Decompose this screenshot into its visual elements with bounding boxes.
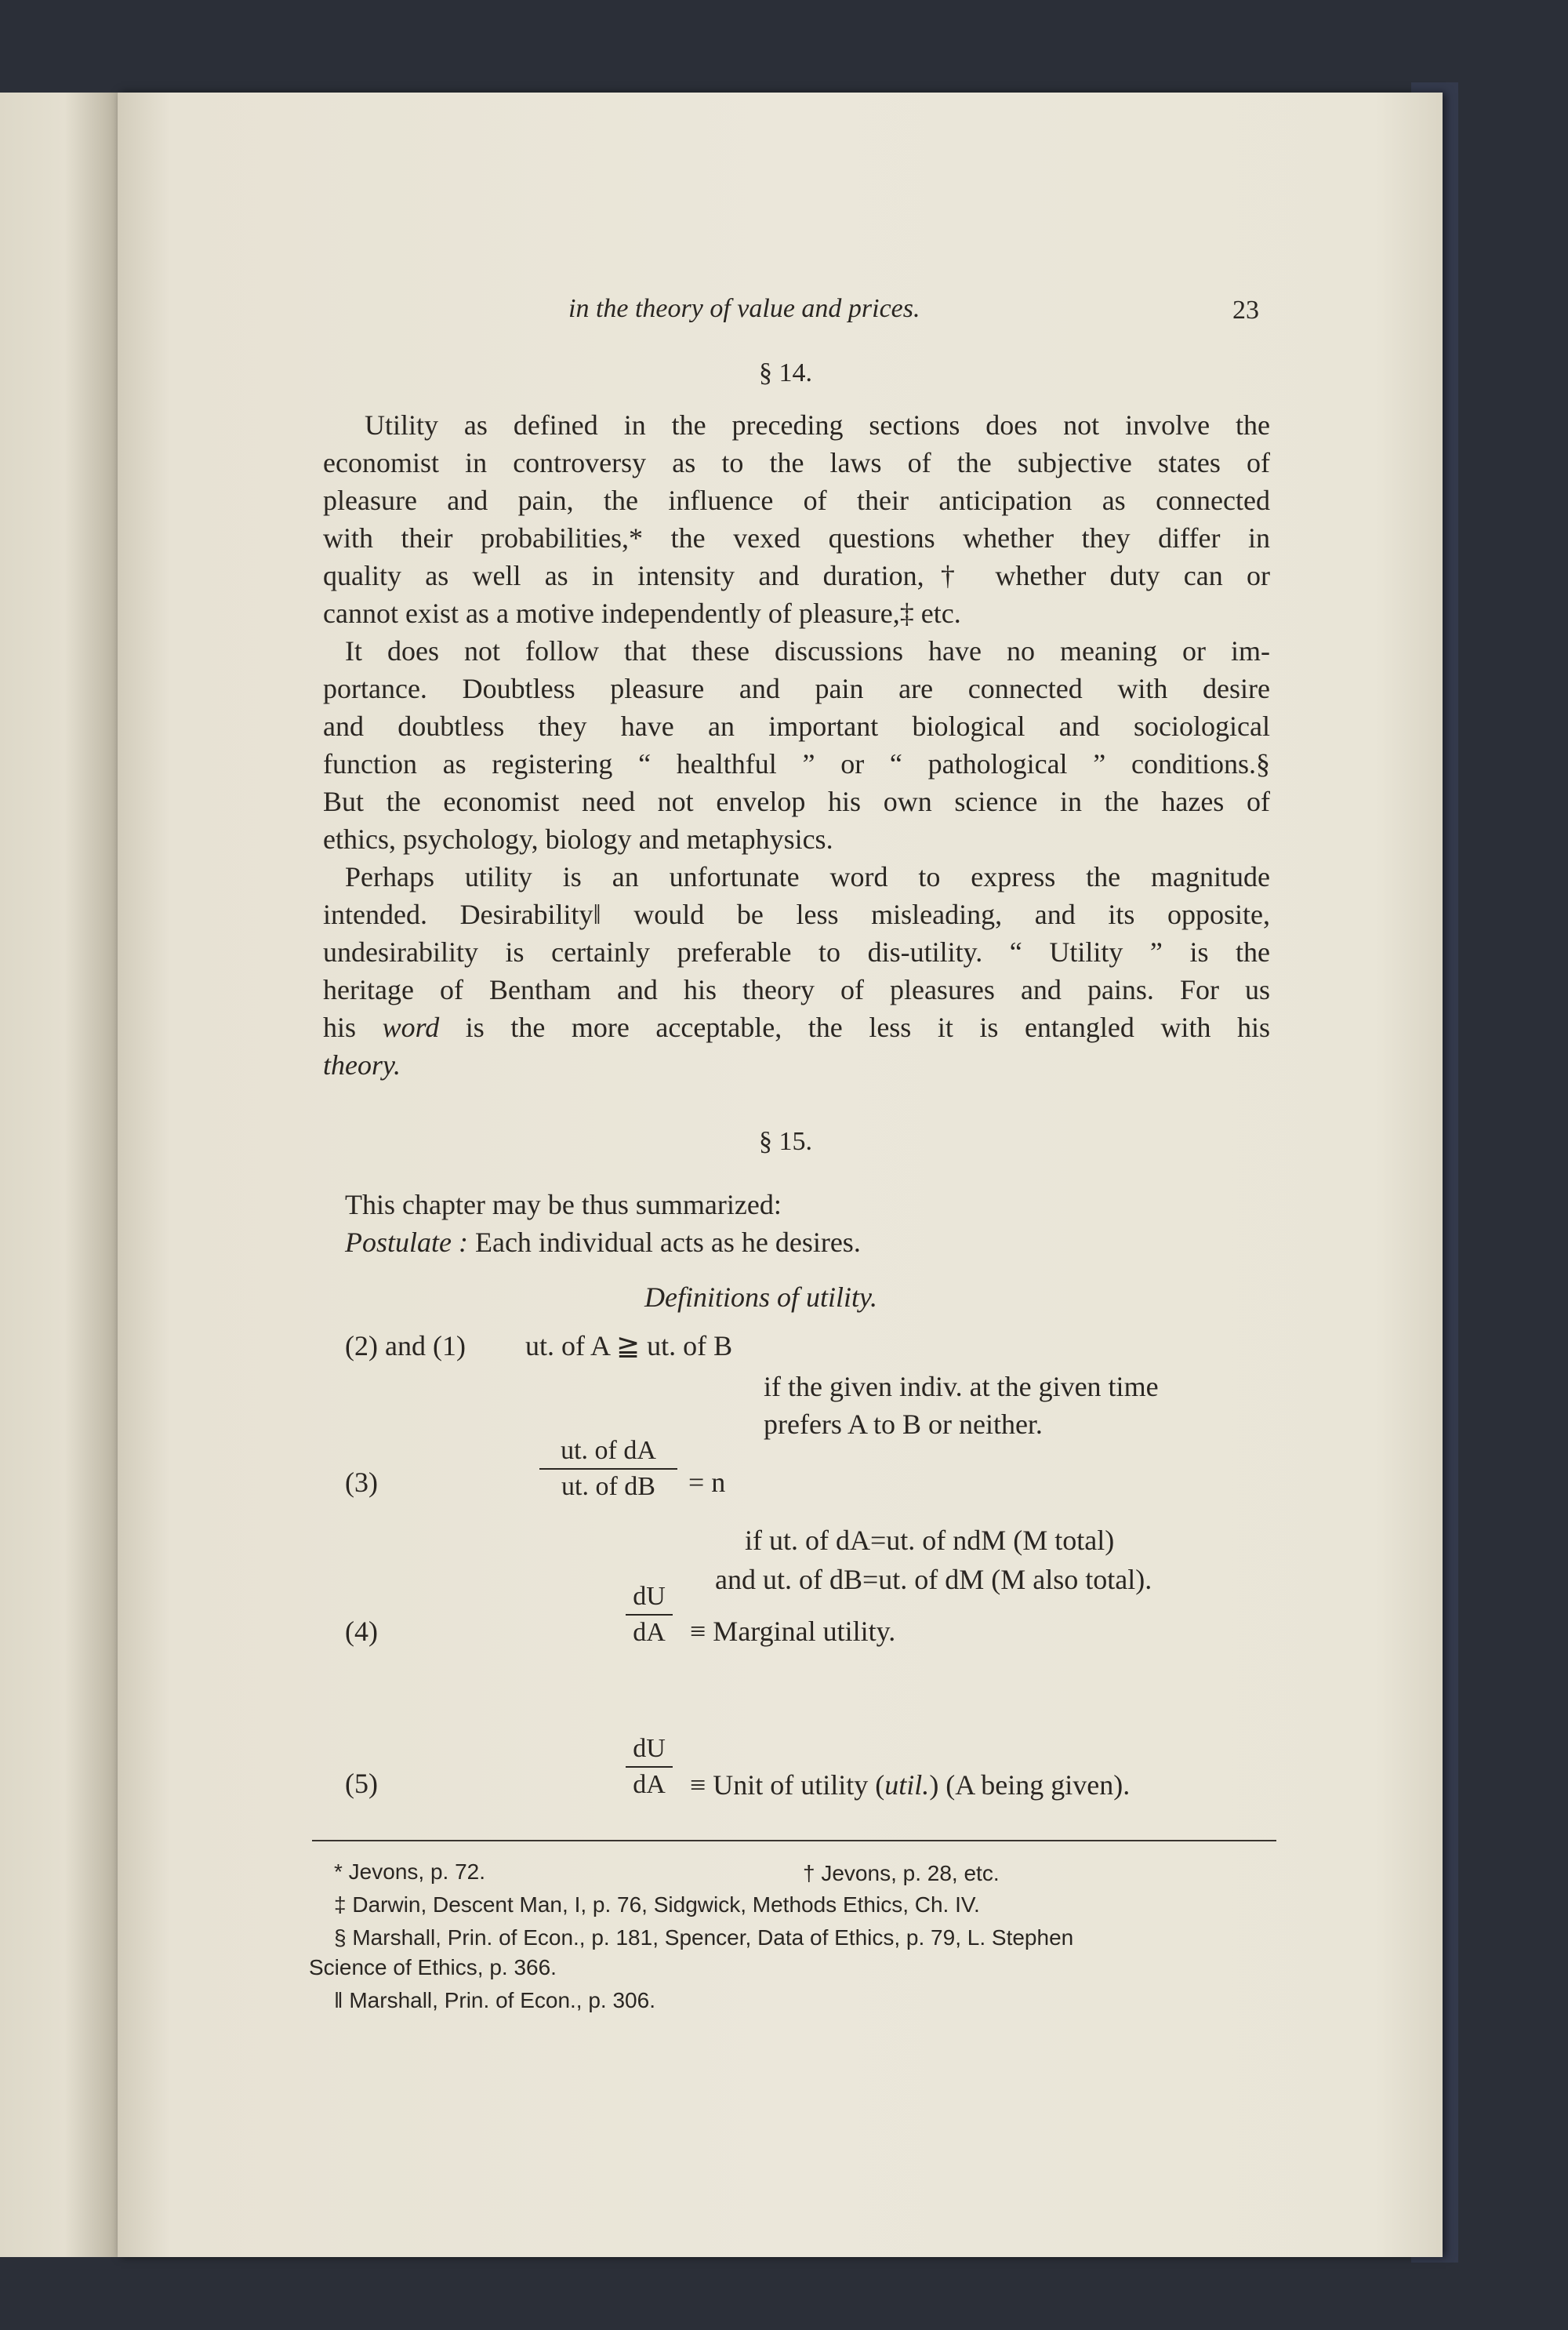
paragraph-line: portance. Doubtless pleasure and pain are connected with desire: [323, 673, 1270, 704]
definitions-heading: Definitions of utility.: [644, 1281, 877, 1313]
fraction: [539, 1435, 677, 1503]
running-title: in the theory of value and prices.: [568, 294, 920, 323]
paragraph-line: pleasure and pain, the influence of their anticipation as connected: [323, 485, 1270, 516]
section-15-heading: § 15.: [759, 1127, 812, 1156]
text-span: is the more acceptable, the less it is entangled with his: [439, 1012, 1270, 1043]
paragraph-line: heritage of Bentham and his theory of pleasures and pains. For us: [323, 974, 1270, 1005]
footnote: ‡ Darwin, Descent Man, I, p. 76, Sidgwick, Methods Ethics, Ch. IV.: [334, 1892, 980, 1917]
definition-label: (3): [345, 1467, 378, 1498]
paragraph-line: cannot exist as a motive independently of pleasure,‡ etc.: [323, 598, 961, 629]
section-14-heading: § 14.: [759, 358, 812, 387]
postulate-text: Each individual acts as he desires.: [467, 1227, 861, 1258]
paragraph-line: But the economist need not envelop his own science in the hazes of: [323, 786, 1270, 817]
fraction-numerator: dU: [633, 1734, 666, 1763]
page-number: 23: [1232, 296, 1259, 325]
definition-rhs: [690, 1769, 1130, 1801]
fraction-denominator: dA: [633, 1770, 666, 1799]
fraction-denominator: ut. of dB: [561, 1472, 655, 1501]
definition-condition: and ut. of dB=ut. of dM (M also total).: [715, 1564, 1152, 1595]
paragraph-line: undesirability is certainly preferable to dis-utility. “ Utility ” is the: [323, 936, 1270, 968]
paragraph-line: quality as well as in intensity and duration,† whether duty can or: [323, 560, 1270, 591]
paragraph-line: function as registering “ healthful ” or “ pathological ” conditions.§: [323, 748, 1270, 780]
footnote: Science of Ethics, p. 366.: [309, 1955, 557, 1979]
footnote: * Jevons, p. 72.: [334, 1859, 486, 1884]
definition-formula: ut. of A ≧ ut. of B: [525, 1330, 733, 1361]
fraction-bar: [626, 1766, 673, 1768]
paragraph-line: It does not follow that these discussions have no meaning or im-: [345, 635, 1270, 667]
fraction-denominator: dA: [633, 1618, 666, 1647]
definition-condition: if the given indiv. at the given time: [764, 1371, 1159, 1402]
definition-rhs: ≡ Marginal utility.: [690, 1616, 896, 1647]
paragraph-line: Utility as defined in the preceding sections does not involve the: [365, 409, 1270, 441]
paragraph-line: and doubtless they have an important biological and sociological: [323, 711, 1270, 742]
summary-intro: This chapter may be thus summarized:: [345, 1189, 782, 1220]
paragraph-line: with their probabilities,* the vexed questions whether they differ in: [323, 522, 1270, 554]
fraction: [626, 1733, 673, 1801]
definition-condition: if ut. of dA=ut. of ndM (M total): [745, 1525, 1115, 1556]
text-span: ) (A being given).: [929, 1769, 1131, 1801]
postulate-label: Postulate :: [345, 1227, 468, 1258]
footnote: § Marshall, Prin. of Econ., p. 181, Spencer, Data of Ethics, p. 79, L. Stephen: [334, 1925, 1074, 1950]
postulate: [345, 1227, 861, 1258]
left-page-edge: [0, 93, 118, 2257]
italic-word: word: [382, 1012, 440, 1043]
definition-condition: prefers A to B or neither.: [764, 1409, 1043, 1440]
paragraph-line: [323, 1012, 1270, 1043]
paragraph-line: economist in controversy as to the laws of the subjective states of: [323, 447, 1270, 478]
text-span: ≡ Unit of utility (: [690, 1769, 885, 1801]
book-page: [118, 93, 1443, 2257]
italic-word: util.: [884, 1769, 930, 1801]
paragraph-line: theory.: [323, 1049, 401, 1081]
paragraph-line: Perhaps utility is an unfortunate word to express the magnitude: [345, 861, 1270, 892]
fraction-bar: [626, 1614, 673, 1616]
fraction-bar: [539, 1468, 677, 1470]
text-span: his: [323, 1012, 383, 1043]
fraction: [626, 1581, 673, 1648]
paragraph-line: intended. Desirability‖ would be less misleading, and its opposite,: [323, 899, 1270, 930]
footnote: ‖ Marshall, Prin. of Econ., p. 306.: [334, 1988, 655, 2012]
definition-label: (2) and (1): [345, 1330, 466, 1361]
definition-rhs: = n: [688, 1467, 726, 1498]
paragraph-line: ethics, psychology, biology and metaphysics.: [323, 823, 833, 855]
footnote: † Jevons, p. 28, etc.: [803, 1861, 1000, 1885]
fraction-numerator: dU: [633, 1582, 666, 1611]
definition-label: (4): [345, 1616, 378, 1647]
definition-label: (5): [345, 1768, 378, 1799]
footnote-rule: [312, 1840, 1276, 1841]
fraction-numerator: ut. of dA: [561, 1436, 656, 1465]
